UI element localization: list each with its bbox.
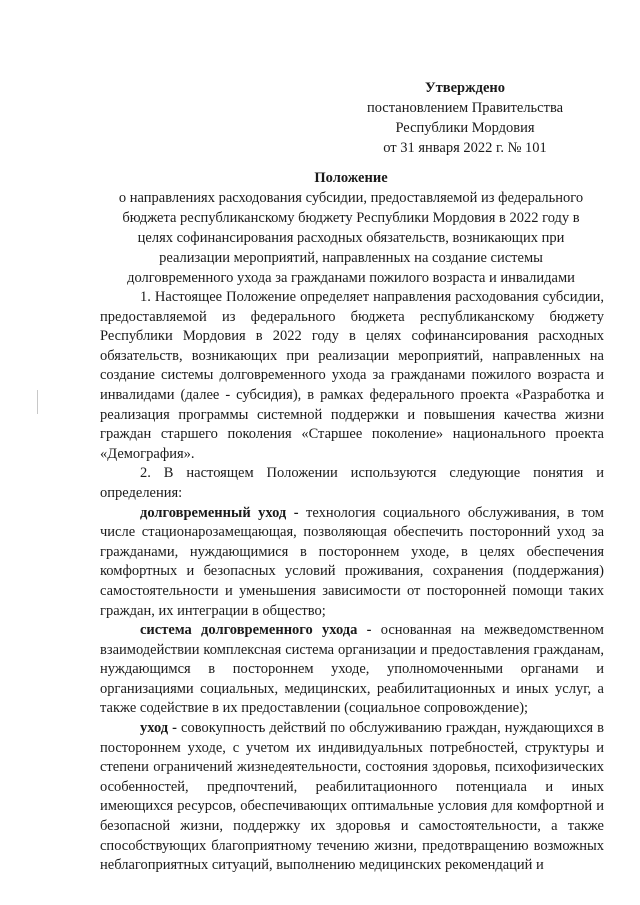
definition-term: долговременный уход - [140, 504, 299, 521]
document-body [100, 288, 604, 876]
approval-line: Республики Мордовия [395, 120, 535, 136]
approval-stamp [350, 78, 580, 158]
definition-care-system [100, 621, 604, 719]
definition-text: основанная на межведомственном взаимодействии комплексная система организации и предоставления гражданам, нуждающимся в постороннем уходе, уполномоченными органами и организациями социальных, медицинских, реабилитационных и иных услуг, а также содействие в их предоставлении (социальное сопровождение); [100, 622, 604, 717]
scan-margin-mark [37, 390, 38, 414]
approval-lead: Утверждено [425, 80, 505, 96]
definition-text: технология социального обслуживания, в том числе стационарозамещающая, позволяющая обеспечить посторонний уход за гражданами, нуждающимися в постороннем уходе, в целях обеспечения комфортных и безопасных условий проживания, сохранения (поддержания) самостоятельности и уменьшения зависимости от посторонней помощи таких граждан, их интеграции в общество; [100, 504, 604, 619]
definition-text: совокупность действий по обслуживанию граждан, нуждающихся в постороннем уходе, с учетом их индивидуальных потребностей, структуры и степени ограничений жизнедеятельности, состояния здоровья, психофизических особенностей, предпочтений, реабилитационного потенциала и иных имеющихся ресурсов, обеспечивающих оптимальные условия для комфортной и безопасной жизни, поддержку их здоровья и самостоятельности, а также способствующих благоприятному течению жизни, предотвращению возможных неблагоприятных ситуаций, выполнению медицинских рекомендаций и [100, 720, 604, 874]
document-subtitle-line: о направлениях расходования субсидии, предоставляемой из федерального [118, 190, 584, 206]
paragraph-2: 2. В настоящем Положении используются следующие понятия и определения: [100, 465, 604, 501]
approval-date: от 31 января 2022 г. № 101 [383, 140, 547, 156]
definition-care [100, 719, 604, 876]
document-subtitle-line: бюджета республиканскому бюджету Республики Мордовия в 2022 году в [122, 210, 580, 226]
approval-line: постановлением Правительства [366, 100, 564, 116]
definition-term: система долговременного ухода - [140, 622, 372, 639]
document-title-block [96, 168, 606, 288]
document-subtitle-line: целях софинансирования расходных обязательств, возникающих при [137, 230, 565, 246]
definition-long-term-care [100, 504, 604, 622]
document-subtitle-line: долговременного ухода за гражданами пожилого возраста и инвалидами [127, 270, 575, 286]
definition-term: уход - [140, 720, 177, 737]
document-heading: Положение [314, 170, 388, 186]
paragraph-1: 1. Настоящее Положение определяет направления расходования субсидии, предоставляемой из федерального бюджета республиканскому бюджету Республики Мордовия в 2022 году в целях софинансирования расходных обязательств, возникающих при реализации мероприятий, направленных на создание системы долговременного ухода за гражданами пожилого возраста и инвалидами (далее - субсидия), в рамках федерального проекта «Разработка и реализация программы системной поддержки и повышения качества жизни граждан старшего поколения «Старшее поколение» национального проекта «Демография». [100, 289, 604, 462]
document-subtitle-line: реализации мероприятий, направленных на создание системы [159, 250, 543, 266]
